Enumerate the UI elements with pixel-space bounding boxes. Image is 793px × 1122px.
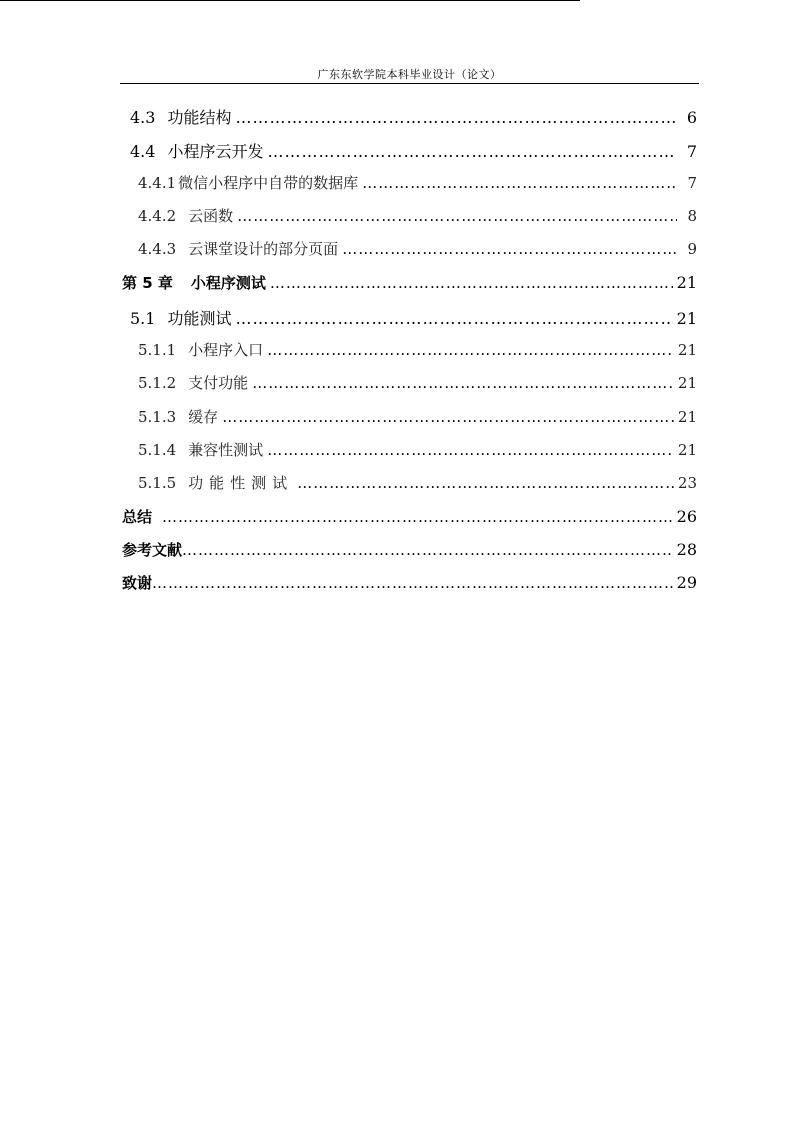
- toc-leader-dots: [297, 474, 674, 492]
- toc-leader-dots: [235, 309, 672, 328]
- toc-entry-page: 7: [687, 174, 697, 192]
- toc-chapter-entry[interactable]: [122, 572, 697, 596]
- toc-chapter-entry[interactable]: [122, 539, 697, 563]
- toc-leader-dots: [237, 207, 677, 225]
- toc-entry-title: 微信小程序中自带的数据库: [178, 174, 359, 192]
- toc-entry-title: 小程序云开发: [167, 142, 264, 161]
- toc-entry[interactable]: [138, 205, 697, 229]
- toc-entry[interactable]: [138, 238, 697, 262]
- toc-entry-number: 4.3: [130, 108, 156, 127]
- toc-entry-page: 23: [677, 474, 697, 492]
- toc-entry-page: 21: [677, 441, 697, 459]
- toc-entry-number: 4.4: [130, 142, 156, 161]
- top-rule: [0, 0, 580, 1]
- toc-entry-page: 9: [687, 240, 697, 258]
- toc-leader-dots: [342, 240, 677, 258]
- toc-entry-number: 5.1.4: [138, 441, 177, 459]
- toc-entry-page: 21: [676, 309, 697, 328]
- toc-entry-title: 缓存: [188, 408, 219, 426]
- toc-entry-title: 支付功能: [188, 374, 249, 392]
- toc-entry-page: 21: [677, 408, 697, 426]
- toc-leader-dots: [267, 441, 674, 459]
- toc-entry-title: 云函数: [188, 207, 234, 225]
- toc-entry-number: 第 5 章: [122, 274, 173, 292]
- toc-entry[interactable]: [138, 372, 697, 396]
- toc-entry-title: 功能结构: [167, 108, 232, 127]
- toc-entry-title: 功能测试: [167, 309, 232, 328]
- toc-entry-title: 致谢: [122, 574, 153, 592]
- toc-leader-dots: [235, 108, 677, 127]
- toc-chapter-entry[interactable]: [122, 272, 697, 296]
- toc-entry-title: 功能性测试: [188, 474, 294, 492]
- toc-entry-number: 5.1: [130, 309, 156, 328]
- toc-chapter-entry[interactable]: [122, 506, 697, 530]
- toc-entry[interactable]: [130, 306, 697, 330]
- toc-entry[interactable]: [138, 406, 697, 430]
- toc-entry-page: 21: [677, 374, 697, 392]
- toc-entry-number: 5.1.1: [138, 341, 177, 359]
- toc-leader-dots: [152, 574, 673, 592]
- toc-entry[interactable]: [130, 105, 697, 129]
- toc-entry-page: 6: [686, 108, 697, 127]
- toc-leader-dots: [267, 341, 674, 359]
- toc-entry-page: 8: [687, 207, 697, 225]
- toc-entry-title: 云课堂设计的部分页面: [188, 240, 339, 258]
- toc-entry-page: 28: [676, 540, 697, 559]
- toc-entry-number: 4.4.1: [138, 174, 177, 192]
- toc-entry[interactable]: [138, 439, 697, 463]
- toc-entry-title: 小程序测试: [190, 274, 266, 292]
- toc-leader-dots: [222, 408, 674, 426]
- toc-entry-number: 4.4.2: [138, 207, 177, 225]
- page-header: 广东东软学院本科毕业设计（论文）: [317, 68, 502, 81]
- toc-entry-page: 29: [676, 573, 697, 592]
- toc-entry-number: 5.1.5: [138, 474, 177, 492]
- toc-entry-page: 7: [686, 142, 697, 161]
- toc-entry-number: 4.4.3: [138, 240, 177, 258]
- toc-leader-dots: [267, 142, 677, 161]
- toc-entry[interactable]: [138, 172, 697, 196]
- toc-entry-title: 小程序入口: [188, 341, 264, 359]
- toc-entry-page: 21: [676, 273, 697, 292]
- toc-entry-title: 总结: [122, 508, 153, 526]
- toc-leader-dots: [270, 274, 673, 292]
- toc-entry[interactable]: [130, 139, 697, 163]
- header-rule: [120, 83, 699, 84]
- toc-entry-title: 参考文献: [122, 541, 183, 559]
- toc-entry[interactable]: [138, 472, 697, 496]
- toc-leader-dots: [362, 174, 677, 192]
- toc-leader-dots: [252, 374, 674, 392]
- toc-leader-dots: [182, 541, 673, 559]
- toc-entry-number: 5.1.2: [138, 374, 177, 392]
- toc-entry-number: 5.1.3: [138, 408, 177, 426]
- toc-entry-page: 21: [677, 341, 697, 359]
- toc-entry-page: 26: [676, 507, 697, 526]
- toc-entry-title: 兼容性测试: [188, 441, 264, 459]
- toc-leader-dots: [162, 508, 673, 526]
- toc-entry[interactable]: [138, 339, 697, 363]
